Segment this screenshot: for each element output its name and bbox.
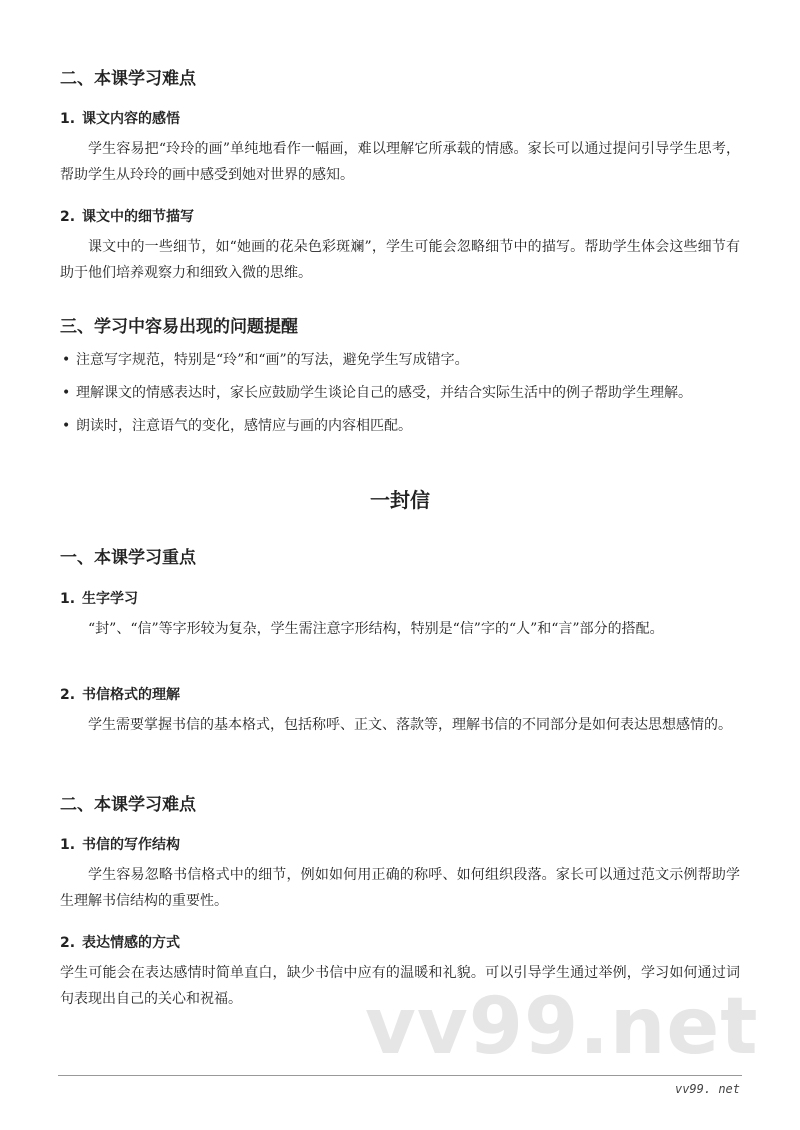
section-heading-difficulties-letter: 二、本课学习难点 xyxy=(60,795,196,815)
paragraph-expressing-emotion: 学生可能会在表达感情时简单直白，缺少书信中应有的温暖和礼貌。可以引导学生通过举例，学习如何通过词句表现出自己的关心和祝福。 xyxy=(60,965,740,1007)
lesson-title: 一封信 xyxy=(370,488,430,512)
list-item xyxy=(60,414,740,438)
paragraph-writing-structure: 学生容易忽略书信格式中的细节，例如如何用正确的称呼、如何组织段落。家长可以通过范文示例帮助学生理解书信结构的重要性。 xyxy=(60,867,740,909)
subheading-writing-structure xyxy=(60,834,180,854)
subheading-number: 2. xyxy=(60,209,76,225)
subheading-number: 2. xyxy=(60,687,76,703)
subheading-text: 书信格式的理解 xyxy=(82,687,180,703)
section-heading-common-problems: 三、学习中容易出现的问题提醒 xyxy=(60,317,298,337)
section-heading-key-points: 一、本课学习重点 xyxy=(60,548,196,568)
subheading-text: 书信的写作结构 xyxy=(82,837,180,853)
list-item-text: 理解课文的情感表达时，家长应鼓励学生谈论自己的感受，并结合实际生活中的例子帮助学生理解。 xyxy=(76,385,692,401)
list-item xyxy=(60,381,740,405)
subheading-detail-description xyxy=(60,206,194,226)
paragraph-character-learning: “封”、“信”等字形较为复杂，学生需注意字形结构，特别是“信”字的“人”和“言”部分的搭配。 xyxy=(88,621,664,637)
list-item xyxy=(60,348,740,372)
subheading-text: 课文中的细节描写 xyxy=(82,209,194,225)
subheading-number: 2. xyxy=(60,935,76,951)
section-heading-difficulties: 二、本课学习难点 xyxy=(60,69,196,89)
subheading-letter-format xyxy=(60,684,180,704)
subheading-character-learning xyxy=(60,588,138,608)
footer-divider xyxy=(58,1075,742,1076)
subheading-text: 生字学习 xyxy=(82,591,138,607)
watermark-logo: vv99.net xyxy=(365,982,759,1072)
list-item-text: 朗读时，注意语气的变化，感情应与画的内容相匹配。 xyxy=(76,418,412,434)
paragraph-letter-format: 学生需要掌握书信的基本格式，包括称呼、正文、落款等，理解书信的不同部分是如何表达思想感情的。 xyxy=(88,717,732,733)
list-item-text: 注意写字规范，特别是“玲”和“画”的写法，避免学生写成错字。 xyxy=(76,352,469,368)
paragraph-detail-description: 课文中的一些细节，如“她画的花朵色彩斑斓”，学生可能会忽略细节中的描写。帮助学生体会这些细节有助于他们培养观察力和细致入微的思维。 xyxy=(60,239,740,281)
subheading-text: 表达情感的方式 xyxy=(82,935,180,951)
bullet-icon: • xyxy=(62,418,71,434)
subheading-number: 1. xyxy=(60,111,76,127)
subheading-text: 课文内容的感悟 xyxy=(82,111,180,127)
subheading-number: 1. xyxy=(60,837,76,853)
subheading-number: 1. xyxy=(60,591,76,607)
paragraph-content-understanding: 学生容易把“玲玲的画”单纯地看作一幅画，难以理解它所承载的情感。家长可以通过提问引导学生思考，帮助学生从玲玲的画中感受到她对世界的感知。 xyxy=(60,141,740,183)
subheading-content-understanding xyxy=(60,108,180,128)
bullet-icon: • xyxy=(62,385,71,401)
footer-site-label: vv99. net xyxy=(674,1082,740,1096)
problem-list xyxy=(60,348,740,447)
bullet-icon: • xyxy=(62,352,71,368)
subheading-expressing-emotion xyxy=(60,932,180,952)
